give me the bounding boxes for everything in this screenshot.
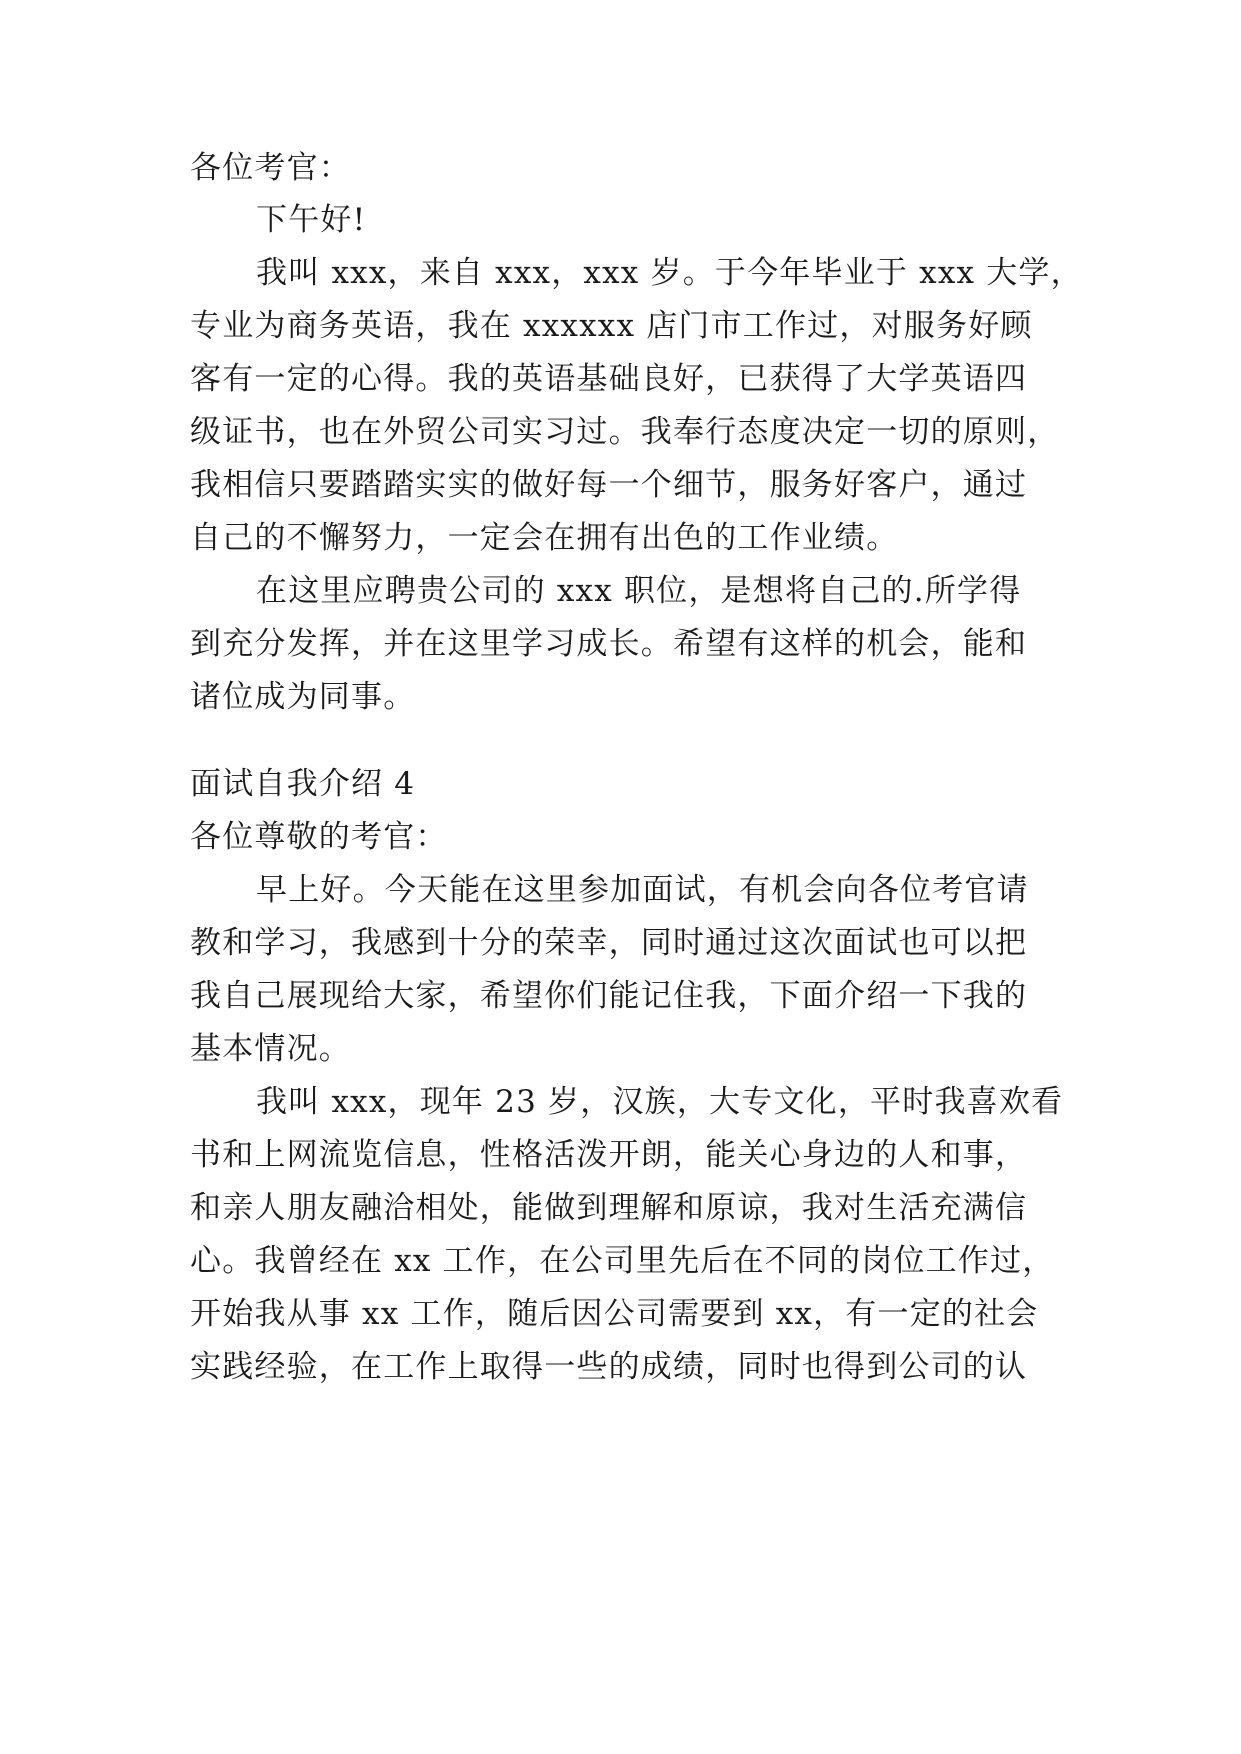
paragraph-line: 在这里应聘贵公司的 xxx 职位，是想将自己的.所学得 — [256, 573, 1022, 609]
paragraph-line: 实践经验，在工作上取得一些的成绩，同时也得到公司的认 — [190, 1349, 1028, 1385]
paragraph-line: 级证书，也在外贸公司实习过。我奉行态度决定一切的原则， — [190, 414, 1060, 450]
paragraph-line: 专业为商务英语，我在 xxxxxx 店门市工作过，对服务好顾 — [190, 308, 1033, 344]
paragraph-line: 开始我从事 xx 工作，随后因公司需要到 xx，有一定的社会 — [190, 1296, 1039, 1332]
greeting: 下午好! — [256, 202, 367, 238]
paragraph-line: 心。我曾经在 xx 工作，在公司里先后在不同的岗位工作过， — [190, 1243, 1055, 1279]
paragraph-line: 自己的不懈努力，一定会在拥有出色的工作业绩。 — [190, 520, 899, 556]
salutation: 各位考官： — [190, 150, 351, 186]
paragraph-line: 书和上网流览信息，性格活泼开朗，能关心身边的人和事， — [190, 1137, 1028, 1173]
paragraph-line: 我自己展现给大家，希望你们能记住我，下面介绍一下我的 — [190, 978, 1028, 1014]
section-heading: 面试自我介绍 4 — [190, 766, 416, 802]
paragraph-line: 我叫 xxx，来自 xxx，xxx 岁。于今年毕业于 xxx 大学， — [256, 255, 1083, 291]
paragraph-line: 基本情况。 — [190, 1031, 351, 1067]
paragraph-line: 到充分发挥，并在这里学习成长。希望有这样的机会，能和 — [190, 626, 1028, 662]
paragraph-line: 我相信只要踏踏实实的做好每一个细节，服务好客户，通过 — [190, 467, 1028, 503]
paragraph-line: 客有一定的心得。我的英语基础良好，已获得了大学英语四 — [190, 361, 1028, 397]
paragraph-line: 诸位成为同事。 — [190, 679, 416, 715]
paragraph-line: 教和学习，我感到十分的荣幸，同时通过这次面试也可以把 — [190, 925, 1028, 961]
salutation: 各位尊敬的考官： — [190, 819, 448, 855]
paragraph-line: 我叫 xxx，现年 23 岁，汉族，大专文化，平时我喜欢看 — [256, 1084, 1064, 1120]
paragraph-line: 和亲人朋友融洽相处，能做到理解和原谅，我对生活充满信 — [190, 1190, 1028, 1226]
paragraph-line: 早上好。今天能在这里参加面试，有机会向各位考官请 — [256, 872, 1029, 908]
